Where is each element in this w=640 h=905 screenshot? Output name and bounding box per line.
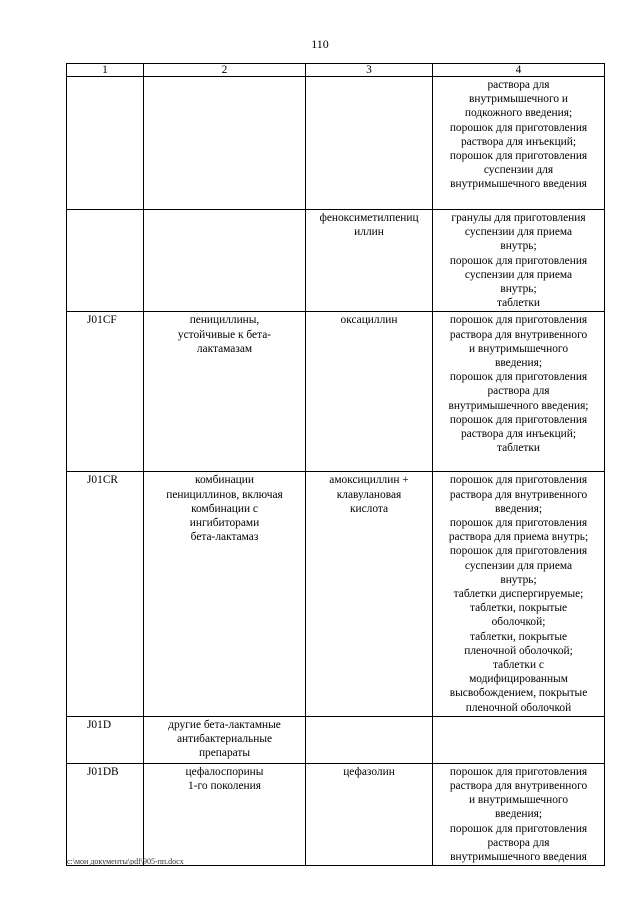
cell-text-line: устойчивые к бета- (177, 328, 272, 341)
cell-text-line: пленочной оболочкой; (464, 644, 573, 657)
cell-text-line: раствора для внутривенного (449, 328, 588, 341)
cell-text-line: суспензии для приема (464, 226, 573, 239)
cell-drug (306, 716, 433, 763)
cell-text-line: лактамазам (196, 342, 253, 355)
cell-text-line: раствора для приема внутрь; (448, 531, 589, 544)
header-col-4: 4 (433, 64, 605, 77)
cell-text-line: J01CR (87, 474, 119, 487)
cell-code (67, 312, 144, 472)
cell-text-line: таблетки (496, 442, 541, 455)
cell-dosage-forms (433, 210, 605, 312)
cell-text-line: другие бета-лактамные (168, 718, 281, 731)
cell-text-line: подкожного введения; (464, 107, 573, 120)
cell-text-line: оболочкой; (491, 616, 546, 629)
header-row (67, 64, 605, 77)
cell-text-line: раствора для (487, 79, 550, 91)
cell-text-line: внутримышечного введения (450, 178, 587, 191)
cell-text-line: таблетки (496, 297, 541, 310)
cell-text-line: порошок для приготовления (449, 314, 588, 327)
cell-text-line: модифицированным (469, 673, 568, 686)
cell-group (144, 472, 306, 716)
cell-dosage-forms (433, 77, 605, 210)
cell-text-line: амоксициллин + (329, 474, 409, 487)
cell-drug (306, 763, 433, 865)
footer-file-path: c:\мои документы\pdf\905-пп.docx (67, 857, 184, 866)
cell-dosage-forms (433, 312, 605, 472)
cell-text-line: J01CF (87, 314, 117, 327)
cell-group (144, 210, 306, 312)
cell-text-line: порошок для приготовления (449, 517, 588, 530)
cell-text-line: антибактериальные (176, 733, 273, 746)
drug-table (66, 63, 605, 866)
cell-text-line: введения; (494, 502, 543, 515)
table-row (67, 312, 605, 472)
cell-text-line: внутримышечного введения; (448, 399, 589, 412)
cell-text-line: комбинации с (191, 502, 258, 515)
cell-text-line: цефазолин (343, 765, 395, 778)
cell-code (67, 77, 144, 210)
header-col-3: 3 (306, 64, 433, 77)
cell-text-line: введения; (494, 808, 543, 821)
cell-drug (306, 312, 433, 472)
cell-text-line: таблетки, покрытые (469, 630, 568, 643)
cell-group (144, 312, 306, 472)
cell-text-line: порошок для приготовления (449, 413, 588, 426)
table-row (67, 472, 605, 716)
cell-text-line: высвобождением, покрытые (449, 687, 588, 700)
cell-text-line: введения; (494, 357, 543, 370)
cell-text-line: внутрь; (500, 283, 537, 296)
cell-text-line: J01DB (87, 765, 119, 778)
cell-drug (306, 472, 433, 716)
cell-text-line: раствора для инъекций; (460, 428, 577, 441)
cell-text-line: суспензии для приема (464, 268, 573, 281)
cell-code (67, 716, 144, 763)
cell-dosage-forms (433, 472, 605, 716)
cell-text-line: оксациллин (340, 314, 398, 327)
cell-dosage-forms (433, 716, 605, 763)
cell-text-line: ингибиторами (189, 517, 260, 530)
cell-text-line: порошок для приготовления (449, 545, 588, 558)
cell-text-line: суспензии для (483, 164, 554, 177)
cell-code (67, 763, 144, 865)
cell-text-line: раствора для инъекций; (460, 135, 577, 148)
cell-group (144, 77, 306, 210)
cell-drug (306, 77, 433, 210)
cell-group (144, 716, 306, 763)
cell-text-line: внутримышечного введения (450, 851, 587, 864)
cell-text-line: пенициллинов, включая (166, 488, 283, 501)
cell-text-line: препараты (198, 747, 251, 760)
table-row (67, 716, 605, 763)
cell-text-line: раствора для (487, 385, 550, 398)
cell-text-line: и внутримышечного (468, 794, 569, 807)
cell-text-line: порошок для приготовления (449, 121, 588, 134)
cell-text-line: порошок для приготовления (449, 254, 588, 267)
cell-text-line: 1-го поколения (188, 780, 261, 793)
cell-text-line: порошок для приготовления (449, 765, 588, 778)
cell-text-line: порошок для приготовления (449, 474, 588, 487)
cell-text-line: порошок для приготовления (449, 822, 588, 835)
cell-text-line: таблетки диспергируемые; (453, 588, 584, 601)
table-row (67, 210, 605, 312)
cell-code (67, 472, 144, 716)
cell-text-line: пенициллины, (189, 314, 260, 327)
cell-text-line: внутрь; (500, 573, 537, 586)
cell-text-line: таблетки, покрытые (469, 602, 568, 615)
cell-text-line: порошок для приготовления (449, 371, 588, 384)
table-row (67, 763, 605, 865)
cell-text-line: клавулановая (336, 488, 402, 501)
cell-text-line: иллин (354, 226, 384, 239)
cell-text-line: суспензии для приема (464, 559, 573, 572)
cell-text-line: кислота (349, 502, 389, 515)
cell-text-line: и внутримышечного (468, 342, 569, 355)
cell-text-line: бета-лактамаз (190, 531, 259, 544)
cell-text-line: гранулы для приготовления (451, 212, 586, 224)
cell-text-line: пленочной оболочкой (465, 701, 572, 714)
cell-text-line: комбинации (195, 474, 254, 487)
header-col-2: 2 (144, 64, 306, 77)
cell-text-line: раствора для внутривенного (449, 780, 588, 793)
page-number: 110 (311, 37, 329, 51)
cell-text-line: внутримышечного и (468, 93, 569, 106)
cell-code (67, 210, 144, 312)
header-col-1: 1 (67, 64, 144, 77)
cell-text-line: внутрь; (500, 240, 537, 253)
cell-text-line: цефалоспорины (185, 765, 264, 778)
cell-text-line: порошок для приготовления (449, 150, 588, 163)
cell-dosage-forms (433, 763, 605, 865)
cell-text-line: раствора для (487, 836, 550, 849)
cell-text-line: таблетки с (493, 659, 544, 672)
cell-text-line: J01D (87, 718, 112, 731)
cell-text-line: раствора для внутривенного (449, 488, 588, 501)
cell-group (144, 763, 306, 865)
cell-drug (306, 210, 433, 312)
cell-text-line: феноксиметилпениц (319, 212, 419, 224)
table-row (67, 77, 605, 210)
